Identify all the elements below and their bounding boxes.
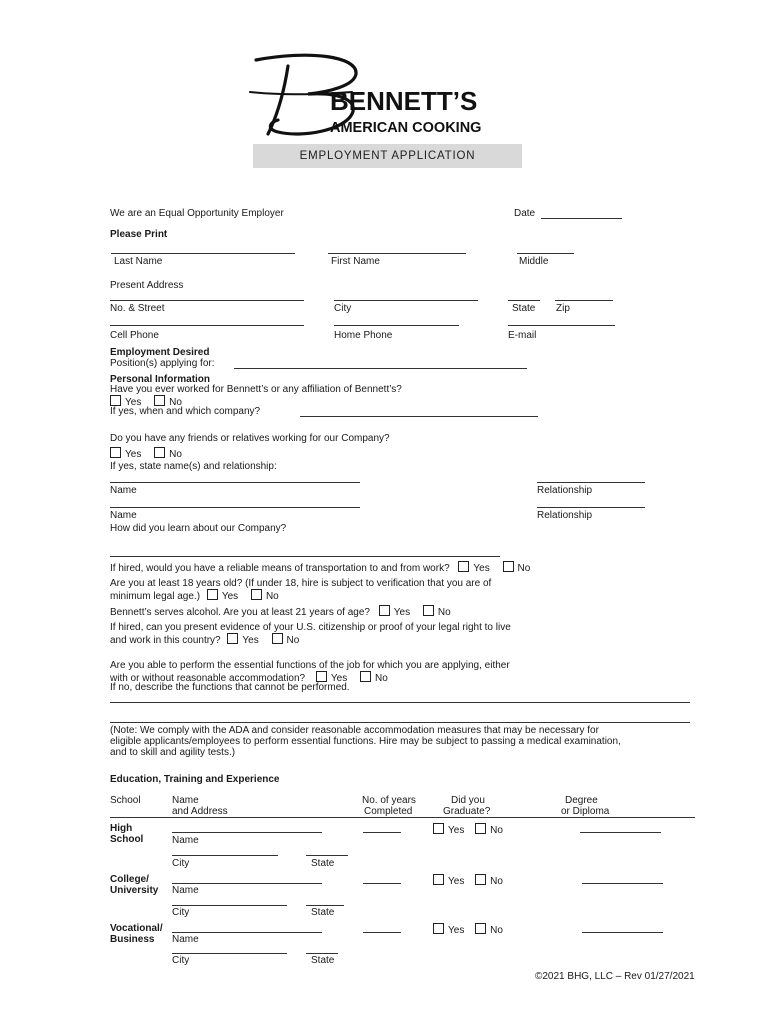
high-school-name-label: Name bbox=[172, 835, 199, 846]
essential-no-checkbox[interactable] bbox=[360, 671, 371, 682]
no-label: No bbox=[490, 876, 503, 887]
vocational-label-1: Vocational/ bbox=[110, 923, 163, 934]
date-label: Date bbox=[514, 208, 536, 219]
vocational-yes-checkbox[interactable] bbox=[433, 923, 444, 934]
last-name-label: Last Name bbox=[114, 256, 163, 267]
worked-before-question: Have you ever worked for Bennett’s or any affiliation of Bennett’s? bbox=[110, 384, 402, 395]
vocational-no-checkbox[interactable] bbox=[475, 923, 486, 934]
yes-label: Yes bbox=[330, 673, 348, 684]
college-state-field[interactable] bbox=[306, 905, 344, 906]
yes-label: Yes bbox=[448, 825, 465, 836]
personal-info-heading: Personal Information bbox=[110, 374, 211, 385]
no-label: No bbox=[490, 825, 503, 836]
logo-tagline: AMERICAN COOKING bbox=[330, 120, 482, 136]
yes-label: Yes bbox=[473, 563, 490, 574]
logo-script-b bbox=[248, 52, 528, 144]
functions-field-1[interactable] bbox=[110, 702, 690, 703]
vocational-name-field[interactable] bbox=[172, 932, 322, 933]
please-print: Please Print bbox=[110, 229, 168, 240]
state-label: State bbox=[512, 303, 536, 314]
high-school-years-field[interactable] bbox=[363, 832, 401, 833]
worked-before-yes-checkbox[interactable] bbox=[110, 395, 121, 406]
no-label: No bbox=[286, 635, 300, 646]
no-label: No bbox=[375, 673, 388, 684]
high-school-yes-checkbox[interactable] bbox=[433, 823, 444, 834]
vocational-label-2: Business bbox=[110, 934, 155, 945]
age-question-line1: Are you at least 18 years old? (If under 18, hire is subject to verification that you are of bbox=[110, 578, 492, 589]
form-title: EMPLOYMENT APPLICATION bbox=[299, 150, 476, 162]
logo-brand-name: BENNETT’S bbox=[330, 86, 478, 116]
relationship-1-label: Relationship bbox=[537, 485, 593, 496]
transport-text: If hired, would you have a reliable means of transportation to and from work? bbox=[110, 563, 450, 574]
relationship-2-label: Relationship bbox=[537, 510, 593, 521]
alcohol-question bbox=[110, 605, 451, 619]
learn-field[interactable] bbox=[110, 556, 500, 557]
position-label: Position(s) applying for: bbox=[110, 358, 215, 369]
yes-label: Yes bbox=[221, 591, 239, 602]
email-field[interactable] bbox=[508, 325, 615, 326]
college-state-label: State bbox=[311, 907, 335, 918]
cell-phone-field[interactable] bbox=[110, 325, 304, 326]
college-name-field[interactable] bbox=[172, 883, 322, 884]
yes-label: Yes bbox=[242, 635, 259, 646]
col-degree-1: Degree bbox=[565, 795, 598, 806]
citizen-no-checkbox[interactable] bbox=[272, 633, 283, 644]
citizen-yes-checkbox[interactable] bbox=[227, 633, 238, 644]
friend-name-2-label: Name bbox=[110, 510, 137, 521]
no-label: No bbox=[517, 563, 531, 574]
middle-name-field[interactable] bbox=[517, 253, 574, 254]
college-no-checkbox[interactable] bbox=[475, 874, 486, 885]
citizen-question-line1: If hired, can you present evidence of your U.S. citizenship or proof of your legal right to live bbox=[110, 622, 511, 633]
friend-name-1-label: Name bbox=[110, 485, 137, 496]
college-graduated-options bbox=[433, 874, 503, 888]
transport-question bbox=[110, 561, 530, 575]
alcohol-yes-checkbox[interactable] bbox=[379, 605, 390, 616]
vocational-city-field[interactable] bbox=[172, 953, 287, 954]
col-school: School bbox=[110, 795, 141, 806]
if-yes-company-label: If yes, when and which company? bbox=[110, 406, 261, 417]
zip-field[interactable] bbox=[555, 300, 613, 301]
relationship-1-field[interactable] bbox=[537, 482, 645, 483]
college-label-1: College/ bbox=[110, 874, 149, 885]
col-degree-2: or Diploma bbox=[561, 806, 610, 817]
learn-question: How did you learn about our Company? bbox=[110, 523, 287, 534]
high-school-city-field[interactable] bbox=[172, 855, 278, 856]
no-label: No bbox=[169, 449, 182, 460]
eeo-statement: We are an Equal Opportunity Employer bbox=[110, 208, 284, 219]
functions-field-2[interactable] bbox=[110, 722, 690, 723]
friend-name-1-field[interactable] bbox=[110, 482, 360, 483]
col-name-2: and Address bbox=[172, 806, 228, 817]
friends-question: Do you have any friends or relatives working for our Company? bbox=[110, 433, 390, 444]
vocational-city-label: City bbox=[172, 955, 190, 966]
citizen-question-line2 bbox=[110, 633, 299, 647]
essential-question-line3: If no, describe the functions that cannot be performed. bbox=[110, 682, 350, 693]
age-yes-checkbox[interactable] bbox=[207, 589, 218, 600]
yes-label: Yes bbox=[125, 397, 142, 408]
vocational-name-label: Name bbox=[172, 934, 199, 945]
no-label: No bbox=[265, 591, 279, 602]
vocational-graduated-options bbox=[433, 923, 503, 937]
col-name-1: Name bbox=[172, 795, 199, 806]
college-city-field[interactable] bbox=[172, 905, 287, 906]
age-no-checkbox[interactable] bbox=[251, 589, 262, 600]
high-school-state-label: State bbox=[311, 858, 335, 869]
friend-name-2-field[interactable] bbox=[110, 507, 360, 508]
high-school-label-2: School bbox=[110, 834, 144, 845]
col-grad-1: Did you bbox=[451, 795, 485, 806]
yes-label: Yes bbox=[393, 607, 411, 618]
col-years-2: Completed bbox=[364, 806, 413, 817]
education-header-rule bbox=[110, 817, 695, 818]
friends-no-checkbox[interactable] bbox=[154, 447, 165, 458]
yes-label: Yes bbox=[448, 876, 465, 887]
high-school-no-checkbox[interactable] bbox=[475, 823, 486, 834]
yes-label: Yes bbox=[448, 925, 465, 936]
no-label: No bbox=[169, 397, 182, 408]
college-degree-field[interactable] bbox=[582, 883, 663, 884]
bennetts-logo bbox=[248, 52, 528, 144]
high-school-label-1: High bbox=[110, 823, 133, 834]
college-yes-checkbox[interactable] bbox=[433, 874, 444, 885]
college-years-field[interactable] bbox=[363, 883, 401, 884]
alcohol-no-checkbox[interactable] bbox=[423, 605, 434, 616]
first-name-label: First Name bbox=[331, 256, 380, 267]
vocational-degree-field[interactable] bbox=[582, 932, 663, 933]
ada-note-line2: eligible applicants/employees to perform essential functions. Hire may be subject to passing a medical examination, bbox=[110, 736, 621, 747]
college-name-label: Name bbox=[172, 885, 199, 896]
education-heading: Education, Training and Experience bbox=[110, 774, 280, 785]
position-field[interactable] bbox=[234, 368, 527, 369]
last-name-field[interactable] bbox=[111, 253, 295, 254]
email-label: E-mail bbox=[508, 330, 537, 341]
state-field[interactable] bbox=[508, 300, 540, 301]
col-grad-2: Graduate? bbox=[443, 806, 491, 817]
college-label-2: University bbox=[110, 885, 159, 896]
citizen-text: and work in this country? bbox=[110, 635, 221, 646]
form-title-banner bbox=[253, 144, 522, 168]
alcohol-text: Bennett’s serves alcohol. Are you at least 21 years of age? bbox=[110, 607, 370, 618]
friends-options bbox=[110, 447, 182, 461]
company-field[interactable] bbox=[300, 416, 538, 417]
high-school-graduated-options bbox=[433, 823, 503, 837]
city-field[interactable] bbox=[334, 300, 478, 301]
no-label: No bbox=[490, 925, 503, 936]
copyright-footer: ©2021 BHG, LLC – Rev 01/27/2021 bbox=[535, 971, 695, 982]
transport-yes-checkbox[interactable] bbox=[458, 561, 469, 572]
ada-note-line1: (Note: We comply with the ADA and consider reasonable accommodation measures that may be necessary for bbox=[110, 725, 599, 736]
zip-label: Zip bbox=[556, 303, 570, 314]
vocational-state-label: State bbox=[311, 955, 335, 966]
age-text: minimum legal age.) bbox=[110, 591, 201, 602]
city-label: City bbox=[334, 303, 352, 314]
high-school-state-field[interactable] bbox=[306, 855, 348, 856]
age-question-line2 bbox=[110, 589, 279, 603]
high-school-degree-field[interactable] bbox=[580, 832, 661, 833]
home-phone-label: Home Phone bbox=[334, 330, 393, 341]
essential-question-line1: Are you able to perform the essential functions of the job for which you are applying, either bbox=[110, 660, 510, 671]
first-name-field[interactable] bbox=[328, 253, 466, 254]
yes-label: Yes bbox=[125, 449, 142, 460]
street-label: No. & Street bbox=[110, 303, 165, 314]
vocational-state-field[interactable] bbox=[306, 953, 338, 954]
home-phone-field[interactable] bbox=[334, 325, 459, 326]
worked-before-no-checkbox[interactable] bbox=[154, 395, 165, 406]
friends-yes-checkbox[interactable] bbox=[110, 447, 121, 458]
college-city-label: City bbox=[172, 907, 190, 918]
employment-desired-heading: Employment Desired bbox=[110, 347, 210, 358]
street-field[interactable] bbox=[110, 300, 304, 301]
if-yes-names-label: If yes, state name(s) and relationship: bbox=[110, 461, 277, 472]
essential-text: with or without reasonable accommodation? bbox=[110, 673, 306, 684]
vocational-years-field[interactable] bbox=[363, 932, 401, 933]
middle-name-label: Middle bbox=[519, 256, 549, 267]
high-school-city-label: City bbox=[172, 858, 190, 869]
transport-no-checkbox[interactable] bbox=[503, 561, 514, 572]
relationship-2-field[interactable] bbox=[537, 507, 645, 508]
ada-note-line3: and to skill and agility tests.) bbox=[110, 747, 236, 758]
essential-yes-checkbox[interactable] bbox=[316, 671, 327, 682]
no-label: No bbox=[437, 607, 451, 618]
high-school-name-field[interactable] bbox=[172, 832, 322, 833]
present-address-heading: Present Address bbox=[110, 280, 184, 291]
col-years-1: No. of years bbox=[362, 795, 416, 806]
cell-phone-label: Cell Phone bbox=[110, 330, 159, 341]
date-field[interactable] bbox=[541, 218, 622, 219]
